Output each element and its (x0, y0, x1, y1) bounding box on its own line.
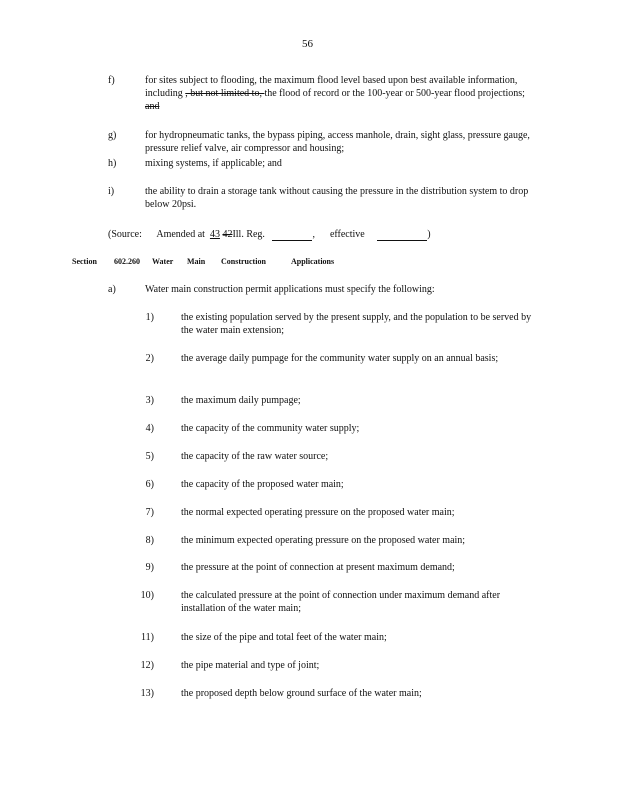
item-text-part: the flood of record or the 100-year or 500-year flood projections; (264, 88, 525, 99)
subsection-text: Water main construction permit applications must specify the following: (145, 284, 435, 295)
list-item: the minimum expected operating pressure on the proposed water main; (181, 535, 466, 546)
list-number: 8) (145, 535, 154, 546)
list-item: the pipe material and type of joint; (181, 660, 320, 671)
source-effective: effective (329, 229, 365, 240)
list-item: the capacity of the community water supply; (181, 423, 360, 434)
list-item: the maximum daily pumpage; (181, 395, 301, 406)
source-comma: , (312, 229, 315, 240)
section-title-word: Water (152, 257, 174, 266)
list-item: the average daily pumpage for the community water supply on an annual basis; (181, 353, 499, 364)
section-title-word: Applications (291, 257, 335, 266)
list-number: 9) (145, 562, 154, 573)
deleted-text: and (145, 101, 160, 112)
list-item: the existing population served by the present supply, and the population to be served by the water main extension; (181, 312, 532, 336)
list-number: 5) (145, 451, 154, 462)
source-reg: Ill. Reg. (232, 229, 265, 240)
section-number: 602.260 (114, 257, 140, 266)
list-number: 4) (145, 423, 154, 434)
list-number: 2) (145, 353, 154, 364)
list-item: the capacity of the proposed water main; (181, 479, 344, 490)
source-close: ) (427, 229, 431, 240)
item-text (145, 74, 535, 113)
list-number: 7) (145, 507, 154, 518)
list-number: 12) (140, 660, 154, 671)
section-word: Section (72, 257, 97, 266)
old-volume: 42 (222, 229, 233, 240)
list-number: 1) (145, 312, 154, 323)
subsection-label: a) (108, 284, 116, 295)
list-item: the capacity of the raw water source; (181, 451, 329, 462)
item-label: f) (108, 75, 115, 86)
list-item: the proposed depth below ground surface of the water main; (181, 688, 422, 699)
list-item: the pressure at the point of connection at present maximum demand; (181, 562, 455, 573)
list-number: 11) (141, 632, 154, 643)
source-prefix: (Source: (108, 229, 142, 240)
item-text-part: for sites subject to flooding, the maximum flood level based upon best available information, including (145, 75, 518, 99)
list-item: the normal expected operating pressure on the proposed water main; (181, 507, 455, 518)
item-text: mixing systems, if applicable; and (145, 158, 282, 169)
item-label: g) (108, 130, 117, 141)
effective-date-blank (377, 230, 427, 241)
deleted-text: , but not limited to, (185, 88, 265, 99)
list-number: 13) (140, 688, 154, 699)
item-label: h) (108, 158, 117, 169)
item-text: for hydropneumatic tanks, the bypass piping, access manhole, drain, sight glass, pressure gauge, pressure relief valve, air compressor and housing; (145, 130, 530, 154)
item-label: i) (108, 186, 115, 197)
source-note (108, 228, 431, 241)
reg-page-blank (272, 230, 312, 241)
list-number: 6) (145, 479, 154, 490)
source-amended: Amended at (156, 229, 205, 240)
section-title-word: Construction (221, 257, 266, 266)
item-text: the ability to drain a storage tank without causing the pressure in the distribution system to drop below 20psi. (145, 186, 529, 210)
new-volume: 43 (209, 229, 220, 240)
page-number: 56 (302, 38, 313, 50)
list-number: 10) (140, 590, 154, 601)
list-item: the calculated pressure at the point of connection under maximum demand after installation of the water main; (181, 590, 501, 614)
list-item: the size of the pipe and total feet of the water main; (181, 632, 387, 643)
section-title-word: Main (187, 257, 206, 266)
list-number: 3) (145, 395, 154, 406)
